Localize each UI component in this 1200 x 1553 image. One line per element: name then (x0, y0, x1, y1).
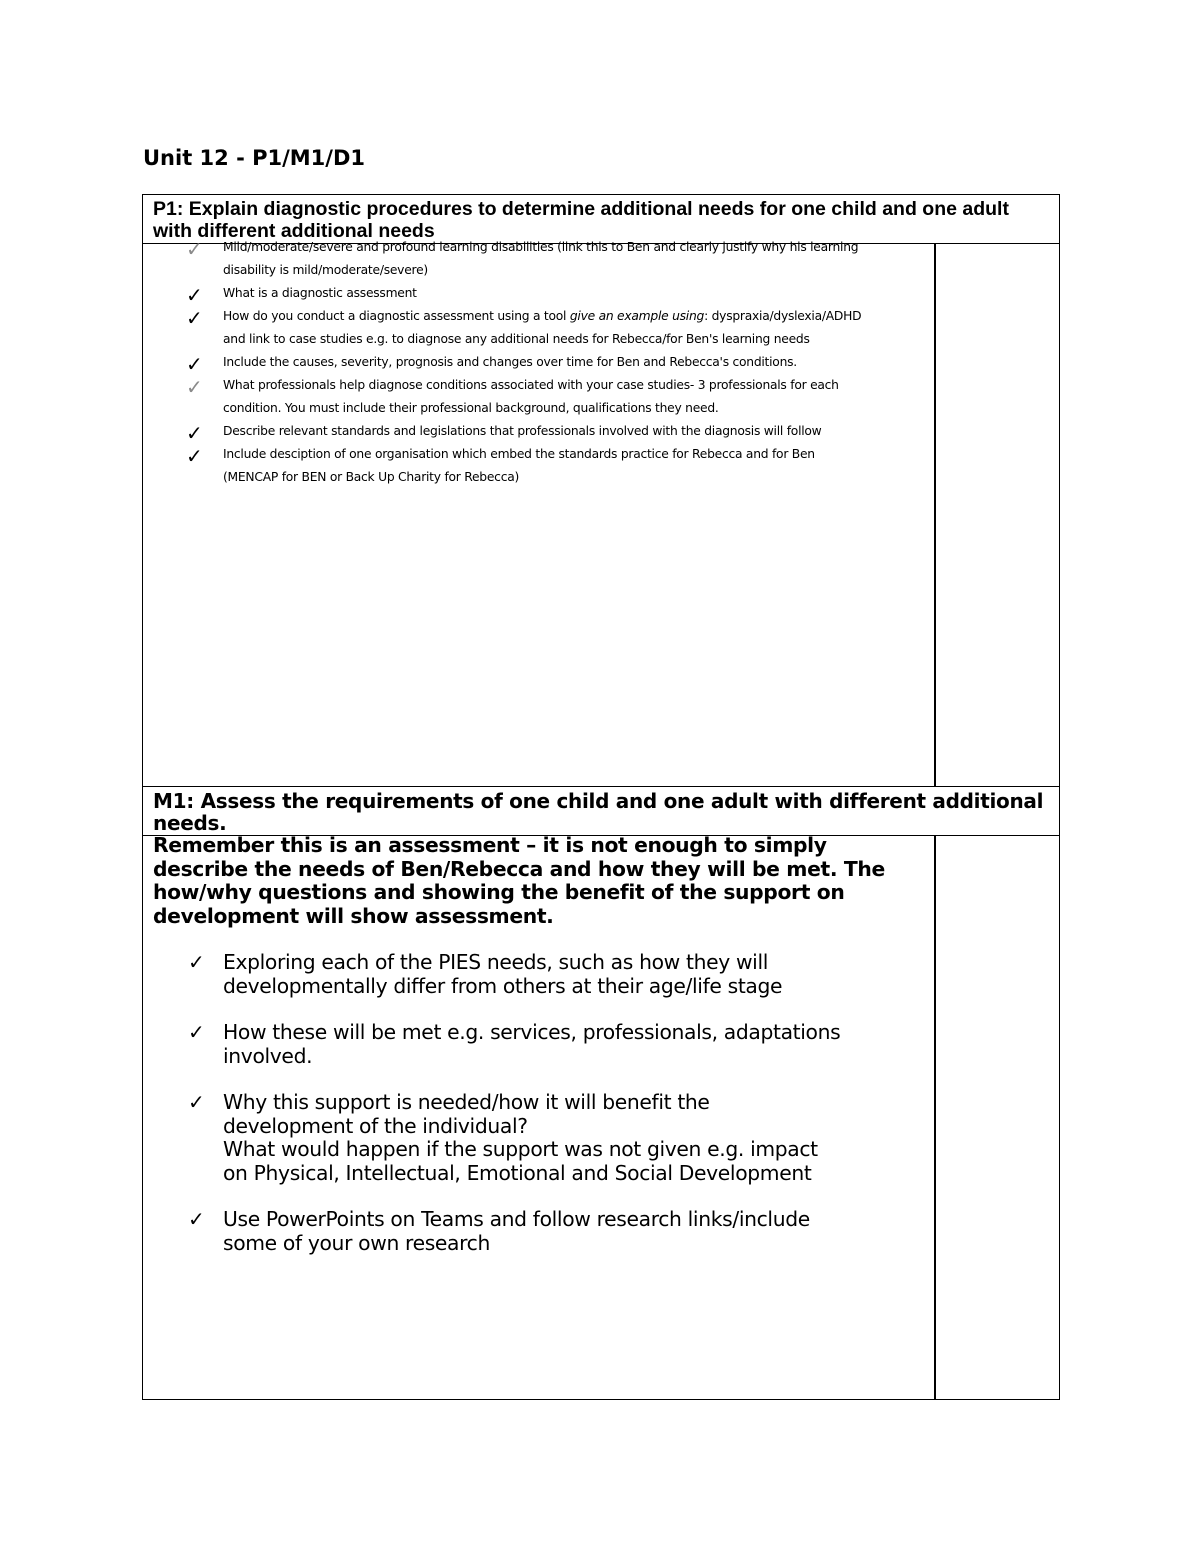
checkmark-icon: ✓ (186, 375, 203, 399)
list-item: ✓ How do you conduct a diagnostic assessment using a tool give an example using: dyspraxia/dyslexia/ADHD and link to case studies e.g. to diagnose any additional needs for Rebecca/for Ben's learning needs (186, 306, 862, 346)
m1-criteria-header: M1: Assess the requirements of one child and one adult with different additional needs. (142, 786, 1060, 836)
list-item: ✓ Include the causes, severity, prognosis and changes over time for Ben and Rebecca's conditions. (186, 352, 797, 376)
list-item: ✓ Describe relevant standards and legislations that professionals involved with the diagnosis will follow (186, 421, 822, 445)
p1-checklist (186, 236, 926, 489)
checkmark-icon: ✓ (188, 950, 205, 974)
p1-criteria-header: P1: Explain diagnostic procedures to determine additional needs for one child and one adult with different additional needs (142, 194, 1060, 244)
page-title: Unit 12 - P1/M1/D1 (143, 146, 366, 170)
list-item: ✓ Exploring each of the PIES needs, such as how they will developmentally differ from others at their age/life stage (188, 950, 783, 998)
checkmark-icon: ✓ (186, 421, 203, 445)
list-item: ✓ What is a diagnostic assessment (186, 283, 417, 307)
checkmark-icon: ✓ (188, 1090, 205, 1114)
list-item: ✓ Use PowerPoints on Teams and follow research links/include some of your own research (188, 1207, 810, 1255)
list-item: ✓ How these will be met e.g. services, professionals, adaptations involved. (188, 1020, 841, 1068)
checkmark-icon: ✓ (188, 1207, 205, 1231)
checkmark-icon: ✓ (188, 1020, 205, 1044)
list-item: ✓ What professionals help diagnose conditions associated with your case studies- 3 professionals for each condition. You must include their professional background, qualifications they need. (186, 375, 839, 415)
list-item: ✓ Mild/moderate/severe and profound learning disabilities (link this to Ben and clearly justify why his learning disability is mild/moderate/severe) (186, 237, 859, 277)
checkmark-icon: ✓ (186, 352, 203, 376)
checkmark-icon: ✓ (186, 444, 203, 468)
list-item: ✓ Include desciption of one organisation which embed the standards practice for Rebecca and for Ben (MENCAP for BEN or Back Up Charity for Rebecca) (186, 444, 815, 484)
m1-grade-cell (934, 835, 1060, 1400)
list-item: ✓ Why this support is needed/how it will benefit the development of the individual? What would happen if the support was not given e.g. impact on Physical, Intellectual, Emotional and Social Development (188, 1090, 818, 1185)
p1-grade-cell (934, 243, 1060, 787)
checkmark-icon: ✓ (186, 283, 203, 307)
checkmark-icon: ✓ (186, 237, 203, 261)
checkmark-icon: ✓ (186, 306, 203, 330)
m1-checklist (188, 951, 928, 1278)
m1-intro-text: Remember this is an assessment – it is not enough to simply describe the needs of Ben/Rebecca and how they will be met. The how/why questions and showing the benefit of the support on development will show assessment. (153, 833, 885, 928)
